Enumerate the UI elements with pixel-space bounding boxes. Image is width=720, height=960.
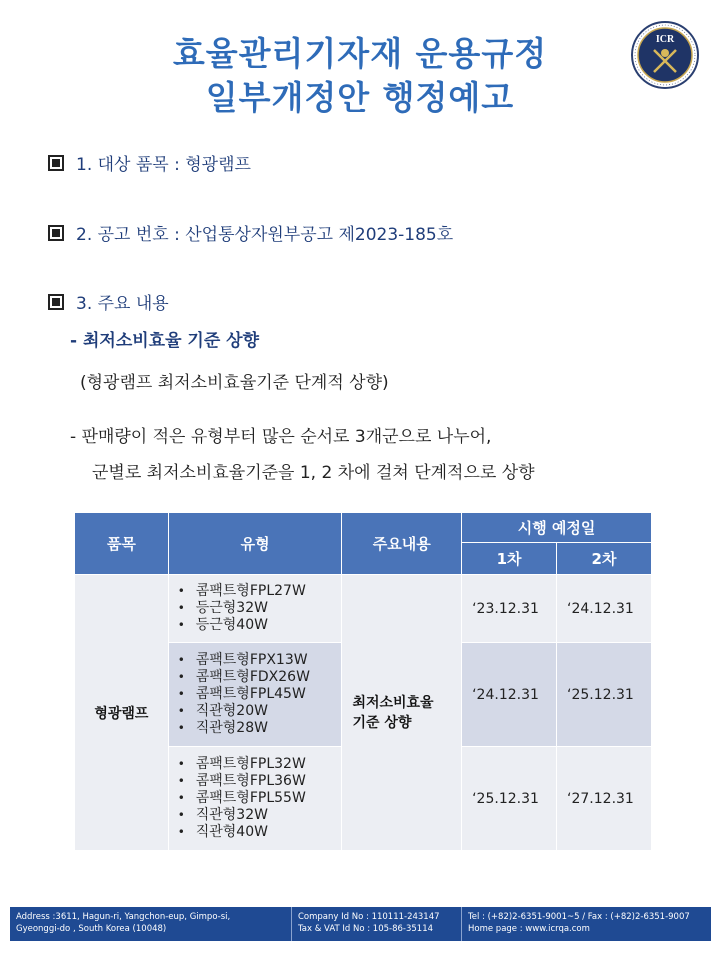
list-item: • 콤팩트형FDX26W <box>196 669 341 686</box>
schedule-table <box>74 512 652 851</box>
list-item: • 콤팩트형FPL27W <box>196 583 341 600</box>
section-1-text: 1. 대상 품목 : 형광램프 <box>76 155 251 175</box>
section-2 <box>48 220 453 245</box>
date-first-group-2: ‘24.12.31 <box>462 643 557 747</box>
content-cell-line-2: 기준 상향 <box>352 714 412 731</box>
list-item: • 콤팩트형FPL32W <box>196 756 341 773</box>
content-item-1-sub: (형광램프 최저소비효율기준 단계적 상향) <box>80 373 389 393</box>
footer-address-line-1: Address :3611, Hagun-ri, Yangchon-eup, Gimpo-si, <box>16 912 231 922</box>
list-item: • 직관형20W <box>196 703 341 720</box>
content-cell <box>342 575 462 851</box>
footer-homepage: Home page : www.icrqa.com <box>468 924 590 934</box>
footer-address-line-2: Gyeonggi-do , South Korea (10048) <box>16 924 167 934</box>
content-item-1: - 최저소비효율 기준 상향 <box>70 331 260 351</box>
title-line-1: 효율관리기자재 운용규정 <box>172 34 548 73</box>
content-item-2-line-1: - 판매량이 적은 유형부터 많은 순서로 3개군으로 나누어, <box>70 427 492 447</box>
page-title <box>0 32 720 120</box>
section-3 <box>48 289 169 314</box>
checkbox-bullet-icon <box>48 155 64 171</box>
date-second-group-2: ‘25.12.31 <box>557 643 652 747</box>
header-first: 1차 <box>462 543 557 575</box>
icr-seal-logo <box>630 20 700 90</box>
footer-bar <box>10 907 711 941</box>
list-item: • 등근형40W <box>196 617 341 634</box>
header-item: 품목 <box>75 513 169 575</box>
footer-address <box>10 907 292 941</box>
list-item: • 직관형40W <box>196 824 341 841</box>
checkbox-bullet-icon <box>48 225 64 241</box>
footer-contact-line-1: Tel : (+82)2-6351-9001~5 / Fax : (+82)2-6351-9007 <box>468 912 690 922</box>
list-item: • 콤팩트형FPL36W <box>196 773 341 790</box>
content-cell-line-1: 최저소비효율 <box>352 694 434 711</box>
date-second-group-1: ‘24.12.31 <box>557 575 652 643</box>
footer-contact <box>462 907 711 941</box>
date-first-group-1: ‘23.12.31 <box>462 575 557 643</box>
type-cell-group-1 <box>168 575 342 643</box>
footer-company-line-2: Tax & VAT Id No : 105-86-35114 <box>298 924 434 934</box>
header-type: 유형 <box>168 513 342 575</box>
section-2-text: 2. 공고 번호 : 산업통상자원부공고 제2023-185호 <box>76 225 454 245</box>
section-1 <box>48 150 251 175</box>
checkbox-bullet-icon <box>48 294 64 310</box>
list-item: • 콤팩트형FPL55W <box>196 790 341 807</box>
title-line-2: 일부개정안 행정예고 <box>205 78 515 117</box>
item-name-cell: 형광램프 <box>75 575 169 851</box>
date-second-group-3: ‘27.12.31 <box>557 747 652 851</box>
list-item: • 직관형28W <box>196 720 341 737</box>
footer-company-line-1: Company Id No : 110111-243147 <box>298 912 440 922</box>
type-cell-group-3 <box>168 747 342 851</box>
header-schedule: 시행 예정일 <box>462 513 652 543</box>
list-item: • 콤팩트형FPL45W <box>196 686 341 703</box>
logo-letters: ICR <box>655 34 675 45</box>
header-content: 주요내용 <box>342 513 462 575</box>
list-item: • 콤팩트형FPX13W <box>196 652 341 669</box>
header-second: 2차 <box>557 543 652 575</box>
date-first-group-3: ‘25.12.31 <box>462 747 557 851</box>
list-item: • 직관형32W <box>196 807 341 824</box>
type-cell-group-2 <box>168 643 342 747</box>
section-3-text: 3. 주요 내용 <box>76 294 169 314</box>
content-item-2-line-2: 군별로 최저소비효율기준을 1, 2 차에 걸쳐 단계적으로 상향 <box>92 463 535 483</box>
footer-company <box>292 907 462 941</box>
list-item: • 등근형32W <box>196 600 341 617</box>
